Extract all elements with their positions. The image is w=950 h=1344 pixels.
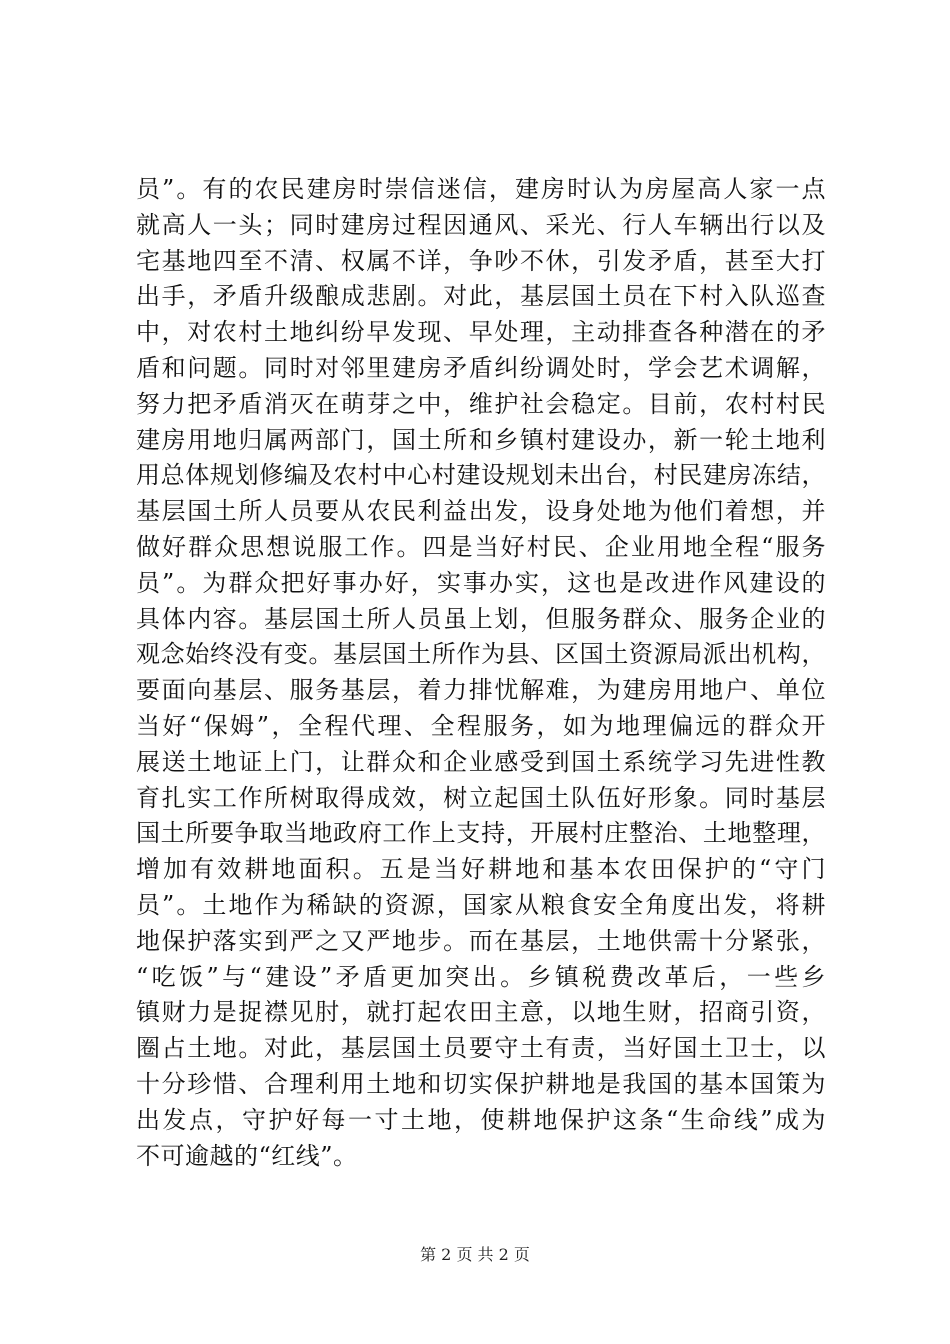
text-line: 地保护落实到严之又严地步。而在基层，土地供需十分紧张，: [136, 926, 826, 955]
text-line: 国土所要争取当地政府工作上支持，开展村庄整治、土地整理，: [136, 819, 826, 848]
text-line: 要面向基层、服务基层，着力排忧解难，为建房用地户、单位: [136, 676, 826, 705]
text-line: 观念始终没有变。基层国土所作为县、区国土资源局派出机构，: [136, 640, 826, 669]
text-line: 十分珍惜、合理利用土地和切实保护耕地是我国的基本国策为: [136, 1069, 826, 1098]
page-number: 第 2 页 共 2 页: [420, 1245, 530, 1264]
text-line: 具体内容。基层国土所人员虽上划，但服务群众、服务企业的: [136, 604, 826, 633]
text-line: 出手，矛盾升级酿成悲剧。对此，基层国土员在下村入队巡查: [136, 282, 826, 311]
text-line: 员”。有的农民建房时崇信迷信，建房时认为房屋高人家一点: [136, 175, 826, 203]
text-line: 育扎实工作所树取得成效，树立起国土队伍好形象。同时基层: [136, 783, 826, 812]
text-line: 员”。为群众把好事办好，实事办实，这也是改进作风建设的: [136, 568, 826, 597]
text-line: 做好群众思想说服工作。四是当好村民、企业用地全程“服务: [136, 532, 826, 561]
text-line: “吃饭”与“建设”矛盾更加突出。乡镇税费改革后，一些乡: [136, 962, 826, 991]
text-line: 不可逾越的“红线”。: [136, 1141, 358, 1170]
text-line: 努力把矛盾消灭在萌芽之中，维护社会稳定。目前，农村村民: [136, 389, 826, 418]
text-line: 基层国土所人员要从农民利益出发，设身处地为他们着想，并: [136, 497, 826, 526]
text-line: 圈占土地。对此，基层国土员要守土有责，当好国土卫士，以: [136, 1034, 826, 1063]
text-line: 当好“保姆”，全程代理、全程服务，如为地理偏远的群众开: [136, 711, 826, 740]
page-footer: [0, 1244, 950, 1266]
text-line: 用总体规划修编及农村中心村建设规划未出台，村民建房冻结，: [136, 461, 826, 490]
text-line: 镇财力是捉襟见肘，就打起农田主意，以地生财，招商引资，: [136, 998, 826, 1027]
body-paragraph: [136, 172, 826, 1174]
text-line: 中，对农村土地纠纷早发现、早处理，主动排查各种潜在的矛: [136, 318, 826, 347]
text-line: 建房用地归属两部门，国土所和乡镇村建设办，新一轮土地利: [136, 425, 826, 454]
text-line: 宅基地四至不清、权属不详，争吵不休，引发矛盾，甚至大打: [136, 246, 826, 275]
text-line: 展送土地证上门，让群众和企业感受到国土系统学习先进性教: [136, 747, 826, 776]
text-line: 员”。土地作为稀缺的资源，国家从粮食安全角度出发，将耕: [136, 890, 826, 919]
text-line: 出发点，守护好每一寸土地，使耕地保护这条“生命线”成为: [136, 1105, 826, 1134]
text-line: 增加有效耕地面积。五是当好耕地和基本农田保护的“守门: [136, 855, 826, 884]
text-line: 盾和问题。同时对邻里建房矛盾纠纷调处时，学会艺术调解，: [136, 353, 826, 382]
text-line: 就高人一头；同时建房过程因通风、采光、行人车辆出行以及: [136, 210, 826, 239]
